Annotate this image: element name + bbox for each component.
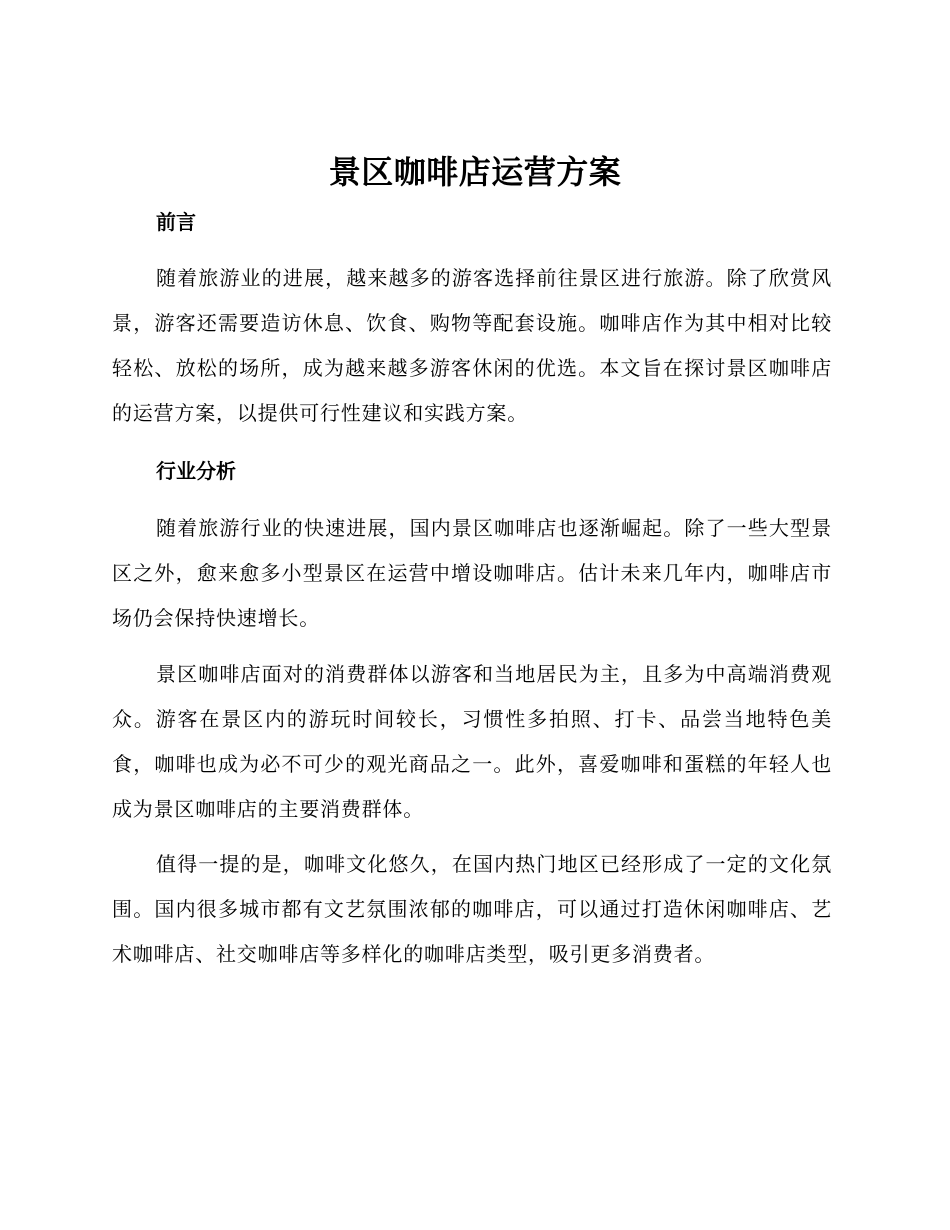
- section-heading-preface: 前言: [156, 210, 196, 234]
- section-heading-industry-analysis: 行业分析: [156, 459, 236, 483]
- preface-paragraph: 随着旅游业的进展，越来越多的游客选择前往景区进行旅游。除了欣赏风景，游客还需要造访休息、饮食、购物等配套设施。咖啡店作为其中相对比较轻松、放松的场所，成为越来越多游客休闲的优选。本文旨在探讨景区咖啡店的运营方案，以提供可行性建议和实践方案。: [112, 266, 832, 425]
- document-title: 景区咖啡店运营方案: [328, 153, 622, 191]
- industry-paragraph-1: 随着旅游行业的快速进展，国内景区咖啡店也逐渐崛起。除了一些大型景区之外，愈来愈多小型景区在运营中增设咖啡店。估计未来几年内，咖啡店市场仍会保持快速增长。: [112, 516, 832, 630]
- industry-paragraph-2: 景区咖啡店面对的消费群体以游客和当地居民为主，且多为中高端消费观众。游客在景区内的游玩时间较长，习惯性多拍照、打卡、品尝当地特色美食，咖啡也成为必不可少的观光商品之一。此外，喜爱咖啡和蛋糕的年轻人也成为景区咖啡店的主要消费群体。: [112, 662, 832, 821]
- industry-paragraph-3: 值得一提的是，咖啡文化悠久，在国内热门地区已经形成了一定的文化氛围。国内很多城市都有文艺氛围浓郁的咖啡店，可以通过打造休闲咖啡店、艺术咖啡店、社交咖啡店等多样化的咖啡店类型，吸引更多消费者。: [112, 852, 832, 966]
